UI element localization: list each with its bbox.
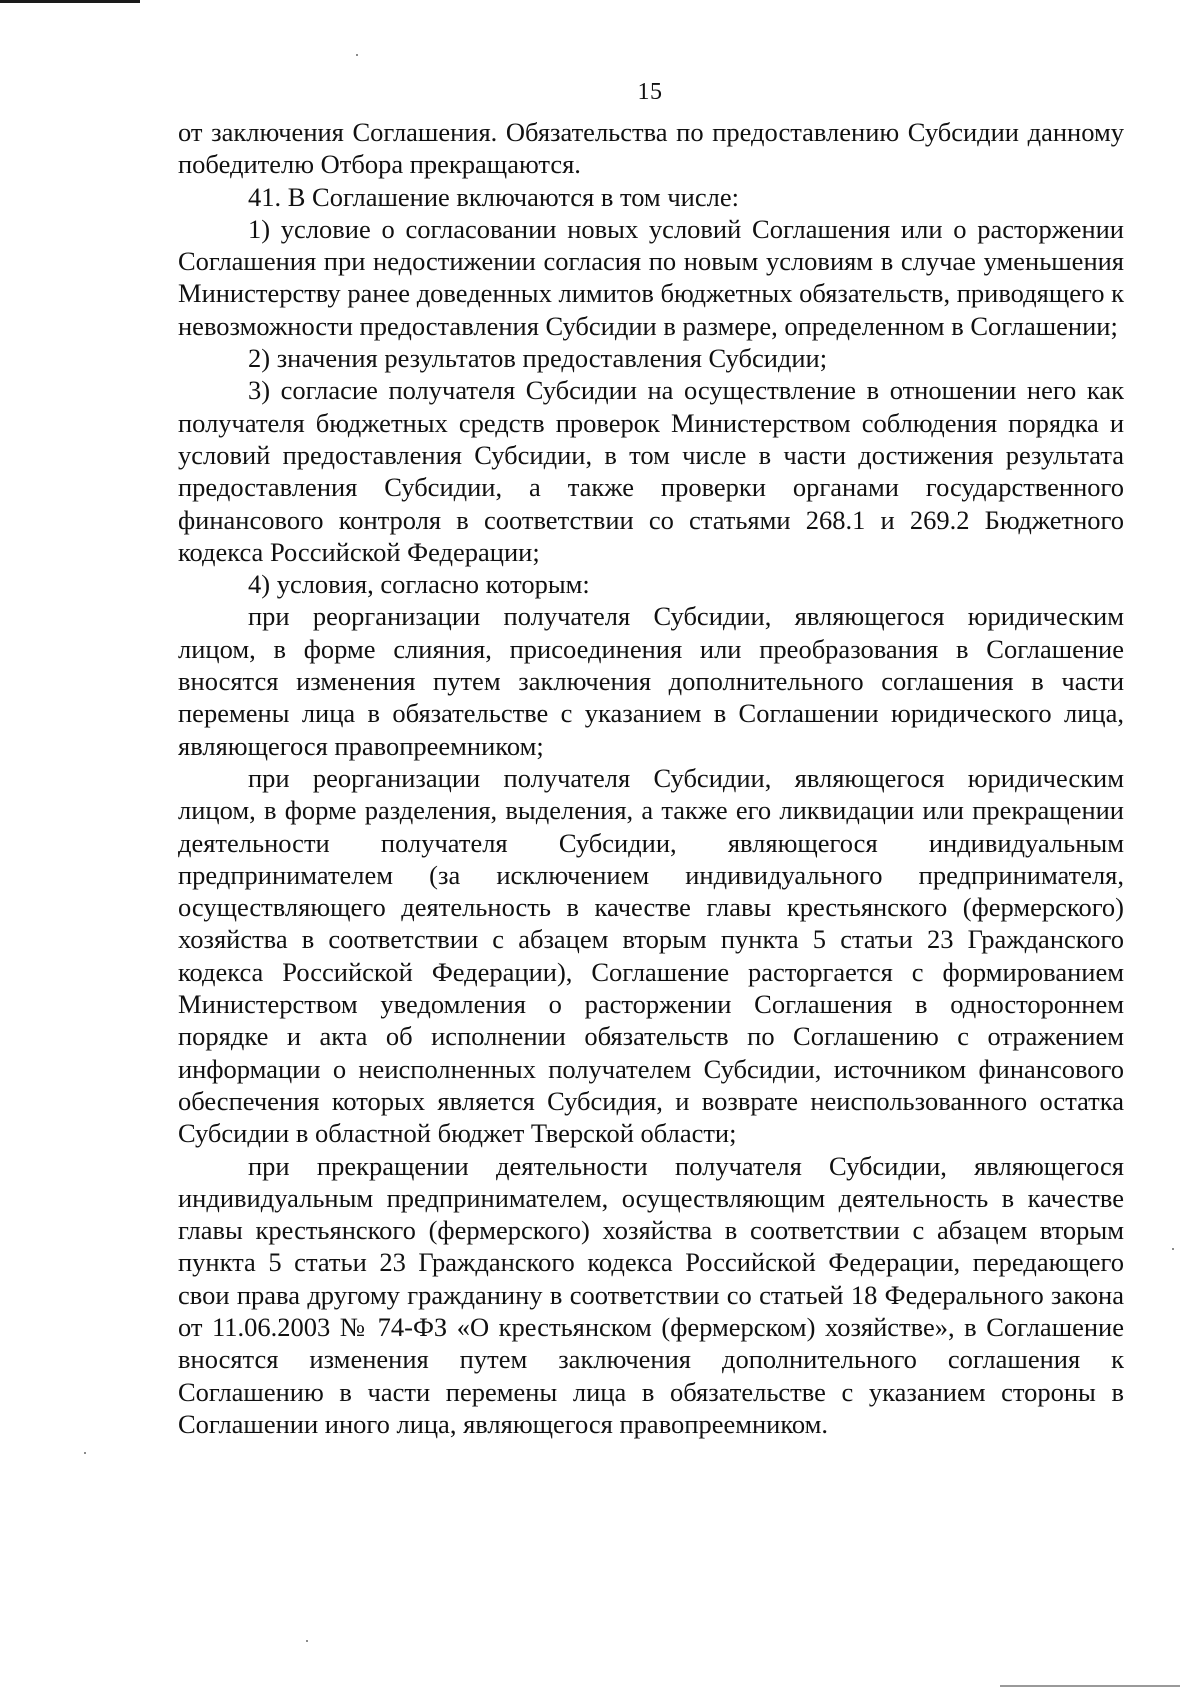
scan-edge-bottom: [1000, 1685, 1180, 1687]
paragraph-continuation: от заключения Соглашения. Обязательства по предоставлению Субсидии данному победителю Отбора прекращаются.: [178, 117, 1124, 180]
paragraph-subitem-3: 3) согласие получателя Субсидии на осуществление в отношении него как получателя бюджетных средств проверок Министерством соблюдения порядка и условий предоставления Субсидии, в том числе в части достижения результата предоставления Субсидии, а также проверки органами государственного финансового контроля в соответствии со статьями 268.1 и 269.2 Бюджетного кодекса Российской Федерации;: [178, 375, 1124, 567]
paragraph-subitem-4: 4) условия, согласно которым:: [248, 569, 590, 600]
page-number: [0, 76, 1200, 108]
paragraph-reorganization-merger: при реорганизации получателя Субсидии, являющегося юридическим лицом, в форме слияния, присоединения или преобразования в Соглашение вносятся изменения путем заключения дополнительного соглашения в части перемены лица в обязательстве с указанием в Соглашении юридического лица, являющегося правопреемником;: [178, 601, 1124, 761]
paragraph-subitem-1: 1) условие о согласовании новых условий Соглашения или о расторжении Соглашения при недостижении согласия по новым условиям в случае уменьшения Министерству ранее доведенных лимитов бюджетных обязательств, приводящего к невозможности предоставления Субсидии в размере, определенном в Соглашении;: [178, 213, 1124, 341]
scan-speck: [84, 1452, 86, 1454]
paragraph-subitem-2: 2) значения результатов предоставления Субсидии;: [248, 343, 828, 374]
document-body: [178, 116, 1124, 1440]
scan-speck: [1172, 1248, 1174, 1250]
paragraph-item-41: 41. В Соглашение включаются в том числе:: [248, 181, 739, 212]
scan-edge-top: [0, 0, 140, 3]
paragraph-termination-farm: при прекращении деятельности получателя Субсидии, являющегося индивидуальным предпринимателем, осуществляющим деятельность в качестве главы крестьянского (фермерского) хозяйства в соответствии с абзацем вторым пункта 5 статьи 23 Гражданского кодекса Российской Федерации, передающего свои права другому гражданину в соответствии со статьей 18 Федерального закона от 11.06.2003 № 74-ФЗ «О крестьянском (фермерском) хозяйстве», в Соглашение вносятся изменения путем заключения дополнительного соглашения к Соглашению в части перемены лица в обязательстве с указанием стороны в Соглашении иного лица, являющегося правопреемником.: [178, 1150, 1124, 1439]
scan-speck: [356, 54, 358, 56]
paragraph-reorganization-division: при реорганизации получателя Субсидии, являющегося юридическим лицом, в форме разделения, выделения, а также его ликвидации или прекращении деятельности получателя Субсидии, являющегося индивидуальным предпринимателем (за исключением индивидуального предпринимателя, осуществляющего деятельность в качестве главы крестьянского (фермерского) хозяйства в соответствии с абзацем вторым пункта 5 статьи 23 Гражданского кодекса Российской Федерации), Соглашение расторгается с формированием Министерством уведомления о расторжении Соглашения в одностороннем порядке и акта об исполнении обязательств по Соглашению с отражением информации о неисполненных получателем Субсидии, источником финансового обеспечения которых является Субсидия, и возврате неиспользованного остатка Субсидии в областной бюджет Тверской области;: [178, 762, 1124, 1149]
page-number-text: 15: [637, 79, 663, 105]
scan-speck: [306, 1640, 308, 1642]
